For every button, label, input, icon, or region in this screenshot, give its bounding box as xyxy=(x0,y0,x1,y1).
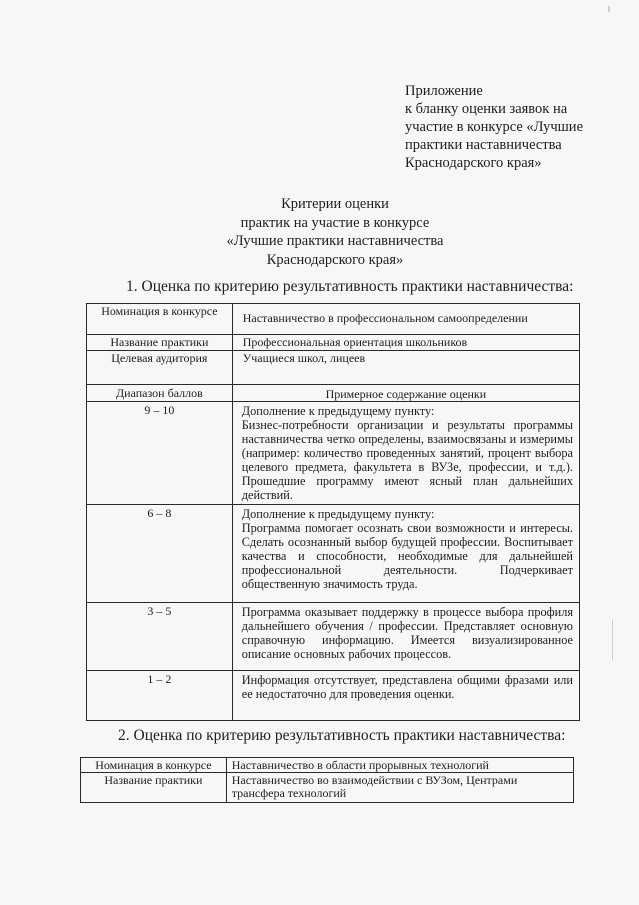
appendix-line: Приложение xyxy=(405,83,483,99)
nomination-label: Номинация в конкурсе xyxy=(81,758,227,773)
table-header-row xyxy=(87,384,580,402)
criteria-table-2 xyxy=(80,757,574,803)
score-range: 6 – 8 xyxy=(87,505,233,603)
table-row xyxy=(87,350,580,384)
table-row xyxy=(87,402,580,505)
appendix-line: практики наставничества xyxy=(405,137,562,153)
criterion-line: Информация отсутствует, представлена общими фразами или ее недостаточно для проведения оценки. xyxy=(241,673,573,701)
scan-speck xyxy=(608,6,610,12)
criterion-text xyxy=(232,603,579,671)
audience-label: Целевая аудитория xyxy=(87,350,233,384)
criterion-line: Бизнес-потребности организации и результаты программы наставничества четко определены, взаимосвязаны и измеримы (например: количество проведенных занятий, процент выбора целевого предмета, факультета в ВУЗе, профессии, и т.д.). Прошедшие программу имеют ясный план дальнейших действий. xyxy=(241,418,573,502)
section-1-heading: 1. Оценка по критерию результативность практики наставничества: xyxy=(126,278,574,295)
appendix-line: участие в конкурсе «Лучшие xyxy=(405,119,584,135)
title-line: Краснодарского края» xyxy=(266,251,404,268)
nomination-label: Номинация в конкурсе xyxy=(87,304,233,335)
table-row xyxy=(81,758,574,773)
table-row xyxy=(81,773,574,803)
appendix-note xyxy=(405,82,583,172)
score-range: 3 – 5 xyxy=(87,603,233,671)
nomination-value: Наставничество в области прорывных технологий xyxy=(226,758,573,773)
criterion-line: Программа помогает осознать свои возможности и интересы. Сделать осознанный выбор будущей профессии. Воспитывает качества и способности, необходимые для дальнейшей профессиональной деятельности. Подчеркивает общественную значимость труда. xyxy=(241,521,573,591)
score-range: 9 – 10 xyxy=(87,402,233,505)
audience-value: Учащиеся школ, лицеев xyxy=(232,350,579,384)
title-line: практик на участие в конкурсе xyxy=(240,214,430,231)
practice-value: Наставничество во взаимодействии с ВУЗом, Центрами трансфера технологий xyxy=(226,773,573,803)
content-header: Примерное содержание оценки xyxy=(232,384,579,402)
table-row xyxy=(87,505,580,603)
practice-label: Название практики xyxy=(87,335,233,351)
nomination-value: Наставничество в профессиональном самоопределении xyxy=(232,304,579,335)
criterion-line: Программа оказывает поддержку в процессе выбора профиля дальнейшего обучения / профессии. Представляет основную справочную информацию. Имеется визуализированное описание основных рабочих процессов. xyxy=(241,605,573,661)
criteria-table-1 xyxy=(86,303,580,721)
criterion-line: Дополнение к предыдущему пункту: xyxy=(241,507,435,521)
criterion-text xyxy=(232,671,579,721)
criterion-line: Дополнение к предыдущему пункту: xyxy=(241,404,435,418)
title-line: «Лучшие практики наставничества xyxy=(226,233,444,249)
range-header: Диапазон баллов xyxy=(87,384,233,402)
section-2-heading: 2. Оценка по критерию результативность практики наставничества: xyxy=(118,727,566,744)
appendix-line: к бланку оценки заявок на xyxy=(405,101,568,117)
practice-value: Профессиональная ориентация школьников xyxy=(232,335,579,351)
table-row xyxy=(87,671,580,721)
title-line: Критерии оценки xyxy=(281,196,389,212)
criterion-text xyxy=(232,402,579,505)
score-range: 1 – 2 xyxy=(87,671,233,721)
table-row xyxy=(87,603,580,671)
table-row xyxy=(87,335,580,351)
table-row xyxy=(87,304,580,335)
practice-label: Название практики xyxy=(81,773,227,803)
document-title xyxy=(190,195,480,269)
criterion-text xyxy=(232,505,579,603)
scan-speck xyxy=(612,620,613,660)
appendix-line: Краснодарского края» xyxy=(405,155,542,171)
